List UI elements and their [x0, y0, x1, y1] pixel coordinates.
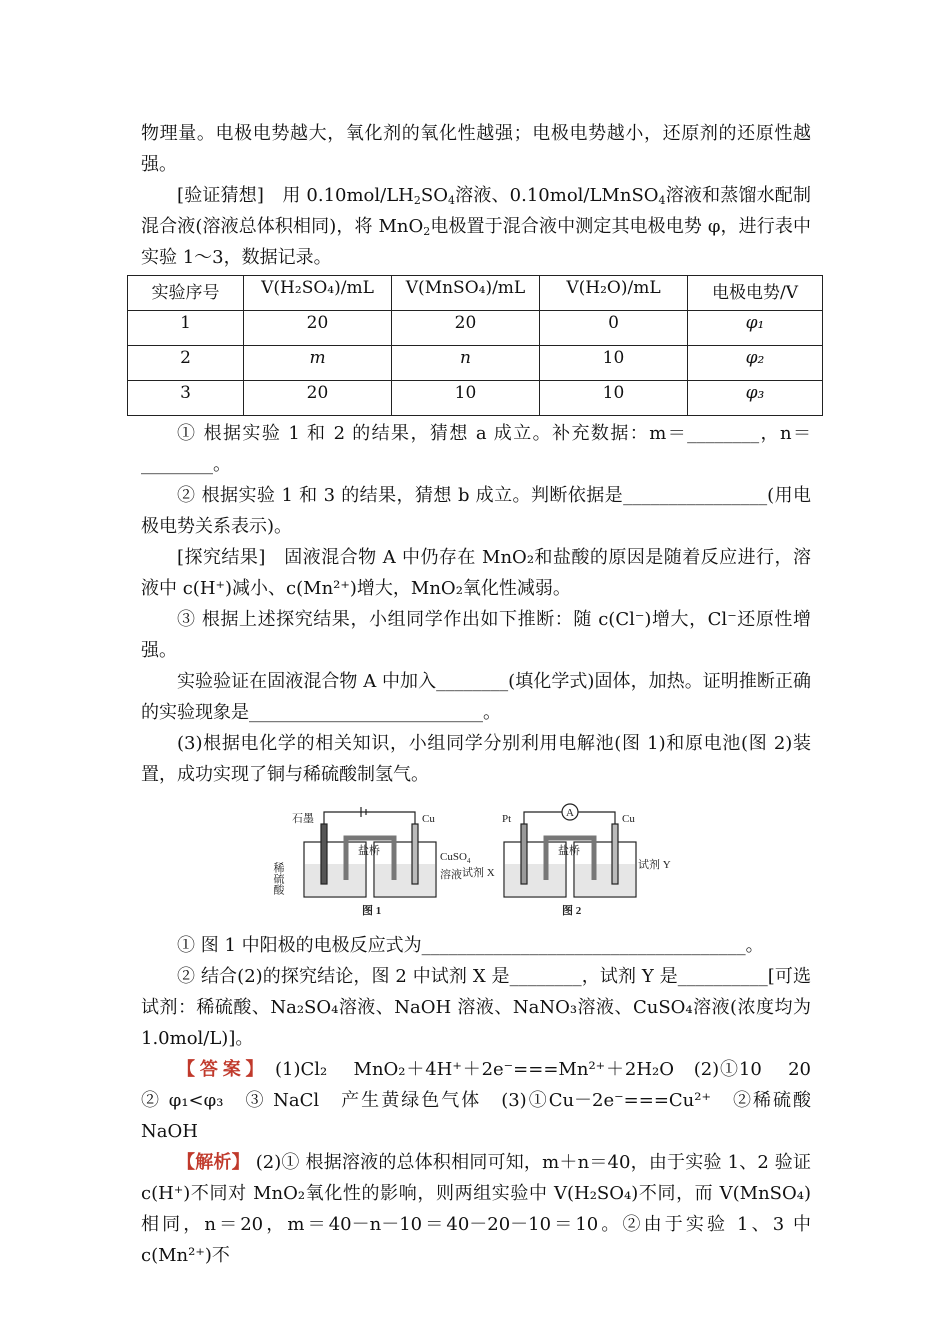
table-header-cell: V(H₂O)/mL	[540, 276, 688, 311]
verify-paragraph: [验证猜想] 用 $0.10mol/LH_2SO_4$溶液、0.10mol/LMnSO$_4$溶液和蒸馏水配制混合液(溶液总体积相同)，将 MnO$_2$电极置于混合液中测定其电极电势 φ，进行表中实验 1～3，数据记录。	[141, 185, 811, 268]
cu-label-1: Cu	[422, 813, 435, 825]
copper-electrode	[412, 824, 418, 884]
table-header-cell: V(H₂SO₄)/mL	[244, 276, 392, 311]
table-cell: 0	[540, 311, 688, 346]
table-cell: 3	[128, 381, 244, 416]
question-5: ② 结合(2)的探究结论，图 2 中试剂 X 是________，试剂 Y 是__________[可选试剂：稀硫酸、Na₂SO₄溶液、NaOH 溶液、NaNO₃溶液、CuSO₄溶液(浓度均为 1.0mol/L)]。	[141, 966, 811, 1049]
electrochem-figure	[272, 802, 676, 922]
intro-paragraph: 物理量。电极电势越大，氧化剂的氧化性越强；电极电势越小，还原剂的还原性越强。	[141, 123, 811, 175]
table-header-row	[128, 276, 823, 311]
pt-label: Pt	[502, 813, 512, 825]
table-row	[128, 311, 823, 346]
figure-1-caption: 图 1	[362, 905, 382, 917]
question-2: ② 根据实验 1 和 3 的结果，猜想 b 成立。判断依据是________________(用电极电势关系表示)。	[141, 485, 811, 537]
solution-paragraph: 【解析】 (2)① 根据溶液的总体积相同可知，m＋n＝40，由于实验 1、2 验证 c(H⁺)不同对 MnO₂氧化性的影响，则两组实验中 V(H₂SO₄)不同，而 V(MnSO₄)相同，n＝20，m＝40－n－10＝40－20－10＝10。②由于实验 1、3 中 c(Mn²⁺)不	[141, 1152, 811, 1266]
table-row	[128, 381, 823, 416]
table-cell: 10	[540, 381, 688, 416]
table-cell: 20	[244, 311, 392, 346]
table-cell: φ₃	[688, 381, 823, 416]
experiment-table	[127, 275, 823, 416]
table-cell: 10	[540, 346, 688, 381]
table-cell: φ₁	[688, 311, 823, 346]
reagent-y-label: 试剂 Y	[638, 859, 671, 871]
part-3-paragraph: (3)根据电化学的相关知识，小组同学分别利用电解池(图 1)和原电池(图 2)装置，成功实现了铜与稀硫酸制氢气。	[141, 733, 811, 785]
cuso4-solution-label: 溶液	[440, 869, 462, 881]
answer-paragraph: 【答案】 (1)Cl₂ MnO₂＋4H⁺＋2e⁻===Mn²⁺＋2H₂O (2)①10 20 ② φ₁<φ₃ ③ NaCl 产生黄绿色气体 (3)①Cu－2e⁻===Cu²⁺ ②稀硫酸 NaOH	[141, 1059, 830, 1142]
cu-label-2: Cu	[622, 813, 635, 825]
table-cell: 1	[128, 311, 244, 346]
dilute-acid-label: 稀硫酸	[272, 862, 284, 895]
graphite-electrode	[321, 824, 327, 884]
solution-fill	[505, 864, 565, 896]
question-4: ① 图 1 中阳极的电极反应式为____________________________________。	[177, 935, 764, 956]
salt-bridge-label-1: 盐桥	[358, 845, 380, 857]
copper-electrode	[612, 824, 618, 884]
reagent-x-label: 试剂 X	[462, 867, 495, 879]
wire	[324, 812, 415, 824]
figure-1-labels	[272, 812, 471, 917]
table-cell: 2	[128, 346, 244, 381]
table-row	[128, 346, 823, 381]
cuso4-label: CuSO$_4$	[440, 851, 471, 865]
pt-electrode	[521, 824, 527, 884]
table-cell: 20	[392, 311, 540, 346]
question-3b: 实验验证在固液混合物 A 中加入________(填化学式)固体，加热。证明推断正确的实验现象是__________________________。	[141, 671, 811, 723]
solution-tag: 【解析】	[177, 1152, 250, 1173]
answer-tag: 【答案】	[177, 1059, 269, 1080]
verify-tag: [验证猜想]	[177, 185, 264, 206]
result-paragraph: [探究结果] 固液混合物 A 中仍存在 MnO₂和盐酸的原因是随着反应进行，溶液中 c(H⁺)减小、c(Mn²⁺)增大，MnO₂氧化性减弱。	[141, 547, 811, 599]
solution-fill	[575, 864, 635, 896]
figure-2-caption: 图 2	[562, 905, 582, 917]
ammeter-label: A	[566, 807, 574, 819]
question-1: ① 根据实验 1 和 2 的结果，猜想 a 成立。补充数据：m＝________，n＝________。	[141, 423, 811, 475]
table-header-cell: 电极电势/V	[688, 276, 823, 311]
graphite-label: 石墨	[292, 813, 314, 825]
table-cell: n	[392, 346, 540, 381]
solution-fill	[375, 864, 435, 896]
solution-fill	[305, 864, 365, 896]
table-header-cell: 实验序号	[128, 276, 244, 311]
document-page	[141, 118, 830, 1271]
table-cell: m	[244, 346, 392, 381]
question-3: ③ 根据上述探究结果，小组同学作出如下推断：随 c(Cl⁻)增大，Cl⁻还原性增强。	[141, 609, 811, 661]
table-cell: 20	[244, 381, 392, 416]
table-header-cell: V(MnSO₄)/mL	[392, 276, 540, 311]
salt-bridge-label-2: 盐桥	[558, 845, 580, 857]
result-tag: [探究结果]	[177, 547, 266, 568]
table-cell: 10	[392, 381, 540, 416]
table-cell: φ₂	[688, 346, 823, 381]
